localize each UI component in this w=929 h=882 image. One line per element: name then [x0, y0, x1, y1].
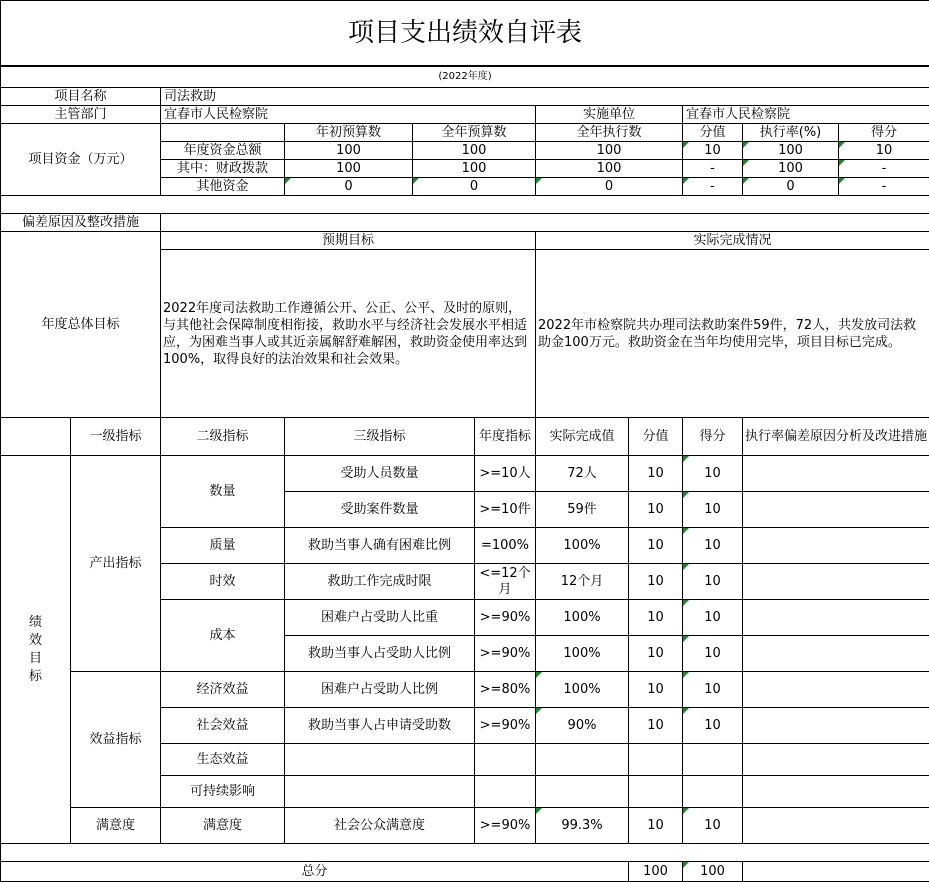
score-value[interactable]: 10: [629, 808, 683, 844]
total-label: 总分: [1, 862, 629, 882]
level2-cost: 成本: [161, 600, 285, 672]
actual-value-empty[interactable]: [536, 776, 629, 808]
deviation-analysis-empty[interactable]: [743, 776, 929, 808]
funds-header: 执行率(%): [743, 124, 839, 142]
funds-value[interactable]: 10: [683, 142, 743, 160]
blank-row[interactable]: [1, 196, 929, 214]
funds-value[interactable]: 0: [285, 178, 413, 196]
level2-ecological: 生态效益: [161, 744, 285, 776]
total-blank[interactable]: [743, 862, 929, 882]
score[interactable]: 10: [683, 672, 743, 708]
blank-row-bottom[interactable]: [1, 844, 929, 862]
level1-satisfaction: 满意度: [71, 808, 161, 844]
actual-value[interactable]: 100%: [536, 636, 629, 672]
actual-value[interactable]: 99.3%: [536, 808, 629, 844]
score[interactable]: 10: [683, 564, 743, 600]
funds-value[interactable]: 100: [413, 160, 536, 178]
level3-indicator[interactable]: 困难户占受助人比例: [285, 672, 475, 708]
score-value[interactable]: 10: [629, 708, 683, 744]
indicator-header: 一级指标: [71, 418, 161, 456]
funds-value[interactable]: -: [683, 178, 743, 196]
annual-target[interactable]: >=80%: [475, 672, 536, 708]
impl-name[interactable]: 宜春市人民检察院: [683, 106, 929, 124]
actual-header: 实际完成情况: [536, 232, 929, 250]
funds-header: 年初预算数: [285, 124, 413, 142]
section-label: 绩效目标: [1, 456, 71, 844]
level3-indicator[interactable]: 救助当事人占受助人比例: [285, 636, 475, 672]
funds-row-label: 年度资金总额: [161, 142, 285, 160]
score-value[interactable]: 10: [629, 528, 683, 564]
funds-value[interactable]: 100: [743, 160, 839, 178]
funds-value[interactable]: 100: [285, 142, 413, 160]
total-score[interactable]: 100: [683, 862, 743, 882]
funds-value[interactable]: 100: [285, 160, 413, 178]
deviation-label: 偏差原因及整改措施: [1, 214, 161, 232]
annual-target[interactable]: <=12个月: [475, 564, 536, 600]
indicator-header: 二级指标: [161, 418, 285, 456]
level2-timeliness: 时效: [161, 564, 285, 600]
level3-indicator[interactable]: 救助当事人确有困难比例: [285, 528, 475, 564]
funds-section-label: 项目资金（万元）: [1, 124, 161, 196]
score[interactable]: 10: [683, 808, 743, 844]
level3-indicator-empty[interactable]: [285, 776, 475, 808]
annual-target[interactable]: >=90%: [475, 808, 536, 844]
level2-satisfaction: 满意度: [161, 808, 285, 844]
funds-value[interactable]: 100: [536, 160, 683, 178]
level3-indicator[interactable]: 困难户占受助人比重: [285, 600, 475, 636]
funds-header: 全年预算数: [413, 124, 536, 142]
ind-header-blank[interactable]: [1, 418, 71, 456]
score[interactable]: 10: [683, 600, 743, 636]
indicator-header: 分值: [629, 418, 683, 456]
score[interactable]: 10: [683, 492, 743, 528]
deviation-analysis[interactable]: [743, 672, 929, 708]
deviation-analysis[interactable]: [743, 636, 929, 672]
score[interactable]: 10: [683, 528, 743, 564]
level1-benefit: 效益指标: [71, 672, 161, 808]
level3-indicator[interactable]: 社会公众满意度: [285, 808, 475, 844]
level3-indicator[interactable]: 救助工作完成时限: [285, 564, 475, 600]
actual-value[interactable]: 59件: [536, 492, 629, 528]
level3-indicator[interactable]: 受助案件数量: [285, 492, 475, 528]
score-value[interactable]: 10: [629, 672, 683, 708]
funds-value[interactable]: -: [839, 178, 929, 196]
label-impl[interactable]: 实施单位: [536, 106, 683, 124]
funds-value[interactable]: 10: [839, 142, 929, 160]
deviation-analysis[interactable]: [743, 492, 929, 528]
deviation-analysis-empty[interactable]: [743, 744, 929, 776]
actual-value[interactable]: 100%: [536, 672, 629, 708]
level2-quantity: 数量: [161, 456, 285, 528]
level2-sustainable: 可持续影响: [161, 776, 285, 808]
funds-value[interactable]: 100: [536, 142, 683, 160]
expected-header: 预期目标: [161, 232, 536, 250]
annual-target[interactable]: >=10人: [475, 456, 536, 492]
actual-value[interactable]: 100%: [536, 528, 629, 564]
year-note: (2022年度): [1, 66, 929, 88]
overall-label: 年度总体目标: [1, 232, 161, 418]
funds-row-label: 其中：财政拨款: [161, 160, 285, 178]
deviation-analysis[interactable]: [743, 456, 929, 492]
score[interactable]: 10: [683, 708, 743, 744]
score[interactable]: 10: [683, 636, 743, 672]
level2-quality: 质量: [161, 528, 285, 564]
score-value-empty[interactable]: [629, 776, 683, 808]
score-value-empty[interactable]: [629, 744, 683, 776]
actual-value[interactable]: 90%: [536, 708, 629, 744]
actual-text[interactable]: 2022年市检察院共办理司法救助案件59件，72人，共发放司法救助金100万元。救助资金在当年均使用完毕，项目目标已完成。: [536, 250, 929, 418]
level1-output: 产出指标: [71, 456, 161, 672]
annual-target[interactable]: =100%: [475, 528, 536, 564]
annual-target[interactable]: >=90%: [475, 636, 536, 672]
level2-social: 社会效益: [161, 708, 285, 744]
level3-indicator[interactable]: 救助当事人占申请受助数: [285, 708, 475, 744]
deviation-analysis[interactable]: [743, 600, 929, 636]
total-score-value[interactable]: 100: [629, 862, 683, 882]
sheet-title: 项目支出绩效自评表: [1, 0, 929, 66]
annual-target[interactable]: >=90%: [475, 708, 536, 744]
indicator-header: 三级指标: [285, 418, 475, 456]
deviation-analysis[interactable]: [743, 564, 929, 600]
funds-header: 分值: [683, 124, 743, 142]
level3-indicator-empty[interactable]: [285, 744, 475, 776]
project-name[interactable]: 司法救助: [161, 88, 929, 106]
score-value[interactable]: 10: [629, 636, 683, 672]
indicator-header: 年度指标: [475, 418, 536, 456]
dept-name[interactable]: 宜春市人民检察院: [161, 106, 536, 124]
score-value[interactable]: 10: [629, 492, 683, 528]
deviation-analysis[interactable]: [743, 528, 929, 564]
actual-value[interactable]: 100%: [536, 600, 629, 636]
funds-header: 全年执行数: [536, 124, 683, 142]
indicator-header: 得分: [683, 418, 743, 456]
deviation-analysis[interactable]: [743, 808, 929, 844]
funds-value[interactable]: 0: [743, 178, 839, 196]
label-project-name[interactable]: 项目名称: [1, 88, 161, 106]
score-value[interactable]: 10: [629, 600, 683, 636]
deviation-value[interactable]: [161, 214, 929, 232]
actual-value[interactable]: 12个月: [536, 564, 629, 600]
score[interactable]: 10: [683, 456, 743, 492]
actual-value-empty[interactable]: [536, 744, 629, 776]
funds-value[interactable]: -: [683, 160, 743, 178]
funds-value[interactable]: 0: [413, 178, 536, 196]
score-empty[interactable]: [683, 744, 743, 776]
annual-target[interactable]: >=10件: [475, 492, 536, 528]
funds-header-blank[interactable]: [161, 124, 285, 142]
annual-target-empty[interactable]: [475, 776, 536, 808]
funds-value[interactable]: 100: [743, 142, 839, 160]
annual-target[interactable]: >=90%: [475, 600, 536, 636]
indicator-header: 执行率偏差原因分析及改进措施: [743, 418, 929, 456]
funds-header: 得分: [839, 124, 929, 142]
funds-row-label: 其他资金: [161, 178, 285, 196]
deviation-analysis[interactable]: [743, 708, 929, 744]
funds-value[interactable]: 0: [536, 178, 683, 196]
level2-economic: 经济效益: [161, 672, 285, 708]
actual-value[interactable]: 72人: [536, 456, 629, 492]
indicator-header: 实际完成值: [536, 418, 629, 456]
score-empty[interactable]: [683, 776, 743, 808]
funds-value[interactable]: 100: [413, 142, 536, 160]
label-dept[interactable]: 主管部门: [1, 106, 161, 124]
level3-indicator[interactable]: 受助人员数量: [285, 456, 475, 492]
score-value[interactable]: 10: [629, 456, 683, 492]
score-value[interactable]: 10: [629, 564, 683, 600]
expected-text[interactable]: 2022年度司法救助工作遵循公开、公正、公平、及时的原则，与其他社会保障制度相衔接，救助水平与经济社会发展水平相适应，为困难当事人或其近亲属解舒难解困，救助资金使用率达到100%，取得良好的法治效果和社会效果。: [161, 250, 536, 418]
funds-value[interactable]: -: [839, 160, 929, 178]
annual-target-empty[interactable]: [475, 744, 536, 776]
